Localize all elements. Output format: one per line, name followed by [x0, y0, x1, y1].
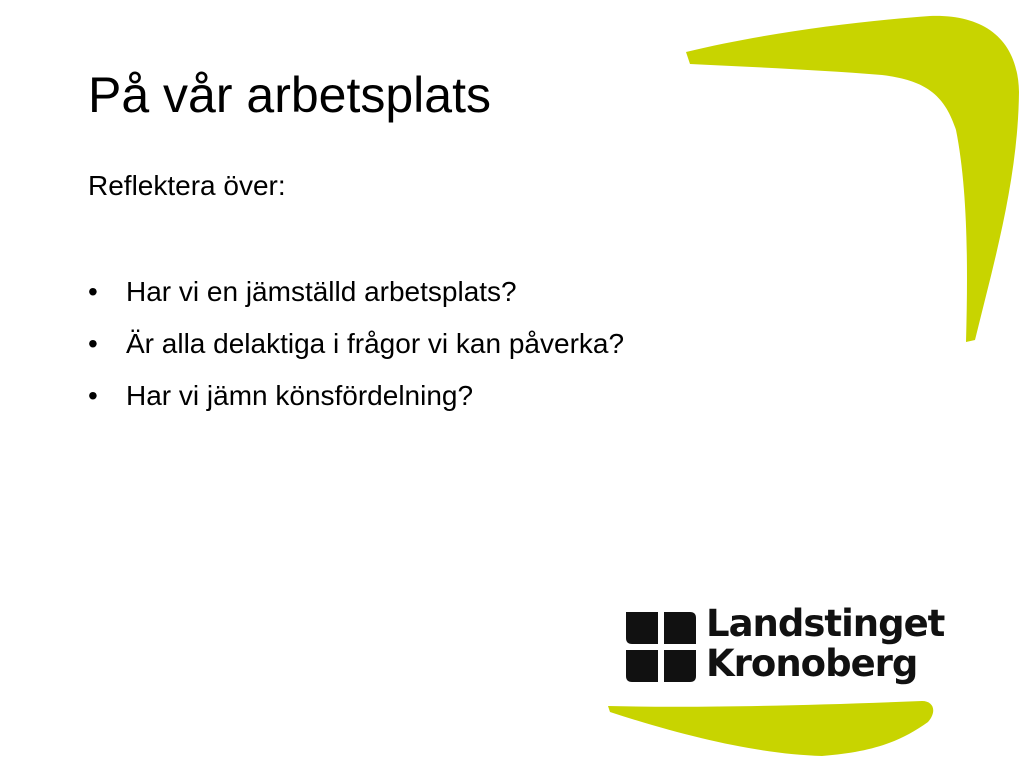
- bullet-icon: •: [88, 380, 98, 411]
- intro-text: Reflektera över:: [88, 170, 286, 201]
- landstinget-kronoberg-logo: [622, 602, 945, 700]
- logo-leaf-top-right: [664, 612, 696, 644]
- logo-leaf-bottom-left: [626, 650, 658, 682]
- bullet-icon: •: [88, 276, 98, 307]
- bullet-item: [88, 378, 624, 414]
- bullet-icon: •: [88, 328, 98, 359]
- logo-leaf-top-left: [626, 612, 658, 644]
- logo-line-1: Landstinget: [706, 602, 945, 645]
- logo-line-2: Kronoberg: [706, 642, 918, 685]
- logo-leaf-bottom-right: [664, 650, 696, 682]
- bottom-accent-swoosh: [608, 701, 933, 756]
- top-right-accent-curve: [686, 16, 1019, 342]
- four-leaf-logo-icon: [622, 608, 700, 686]
- logo-wordmark: [706, 604, 944, 684]
- bullet-item: [88, 274, 624, 310]
- bullet-item: [88, 326, 624, 362]
- bullet-text: Har vi jämn könsfördelning?: [126, 380, 474, 411]
- slide-title: På vår arbetsplats: [88, 67, 491, 123]
- bullet-list: [88, 274, 624, 430]
- bullet-text: Har vi en jämställd arbetsplats?: [126, 276, 517, 307]
- bullet-text: Är alla delaktiga i frågor vi kan påverka?: [126, 328, 625, 359]
